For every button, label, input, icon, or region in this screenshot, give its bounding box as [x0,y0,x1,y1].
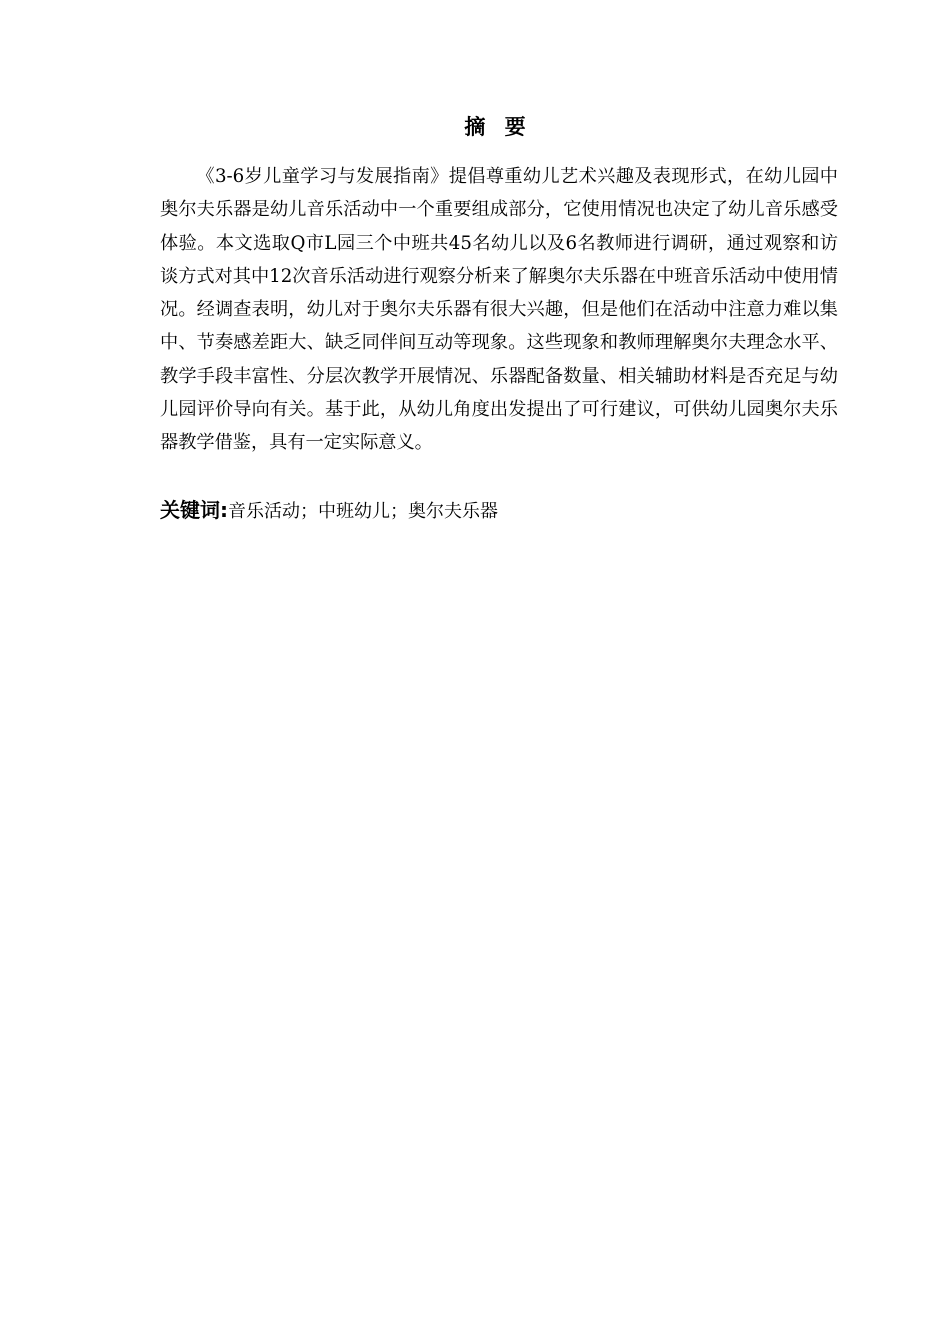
keywords-list: 音乐活动；中班幼儿；奥尔夫乐器 [228,501,498,522]
keywords-line [160,494,838,528]
abstract-paragraph: 《3-6岁儿童学习与发展指南》提倡尊重幼儿艺术兴趣及表现形式，在幼儿园中奥尔夫乐器是幼儿音乐活动中一个重要组成部分，它使用情况也决定了幼儿音乐感受体验。本文选取Q市L园三个中班共45名幼儿以及6名教师进行调研，通过观察和访谈方式对其中12次音乐活动进行观察分析来了解奥尔夫乐器在中班音乐活动中使用情况。经调查表明，幼儿对于奥尔夫乐器有很大兴趣，但是他们在活动中注意力难以集中、节奏感差距大、缺乏同伴间互动等现象。这些现象和教师理解奥尔夫理念水平、教学手段丰富性、分层次教学开展情况、乐器配备数量、相关辅助材料是否充足与幼儿园评价导向有关。基于此，从幼儿角度出发提出了可行建议，可供幼儿园奥尔夫乐器教学借鉴，具有一定实际意义。 [160,166,838,454]
keywords-label: 关键词: [160,498,228,522]
abstract-title: 摘 要 [464,115,532,139]
